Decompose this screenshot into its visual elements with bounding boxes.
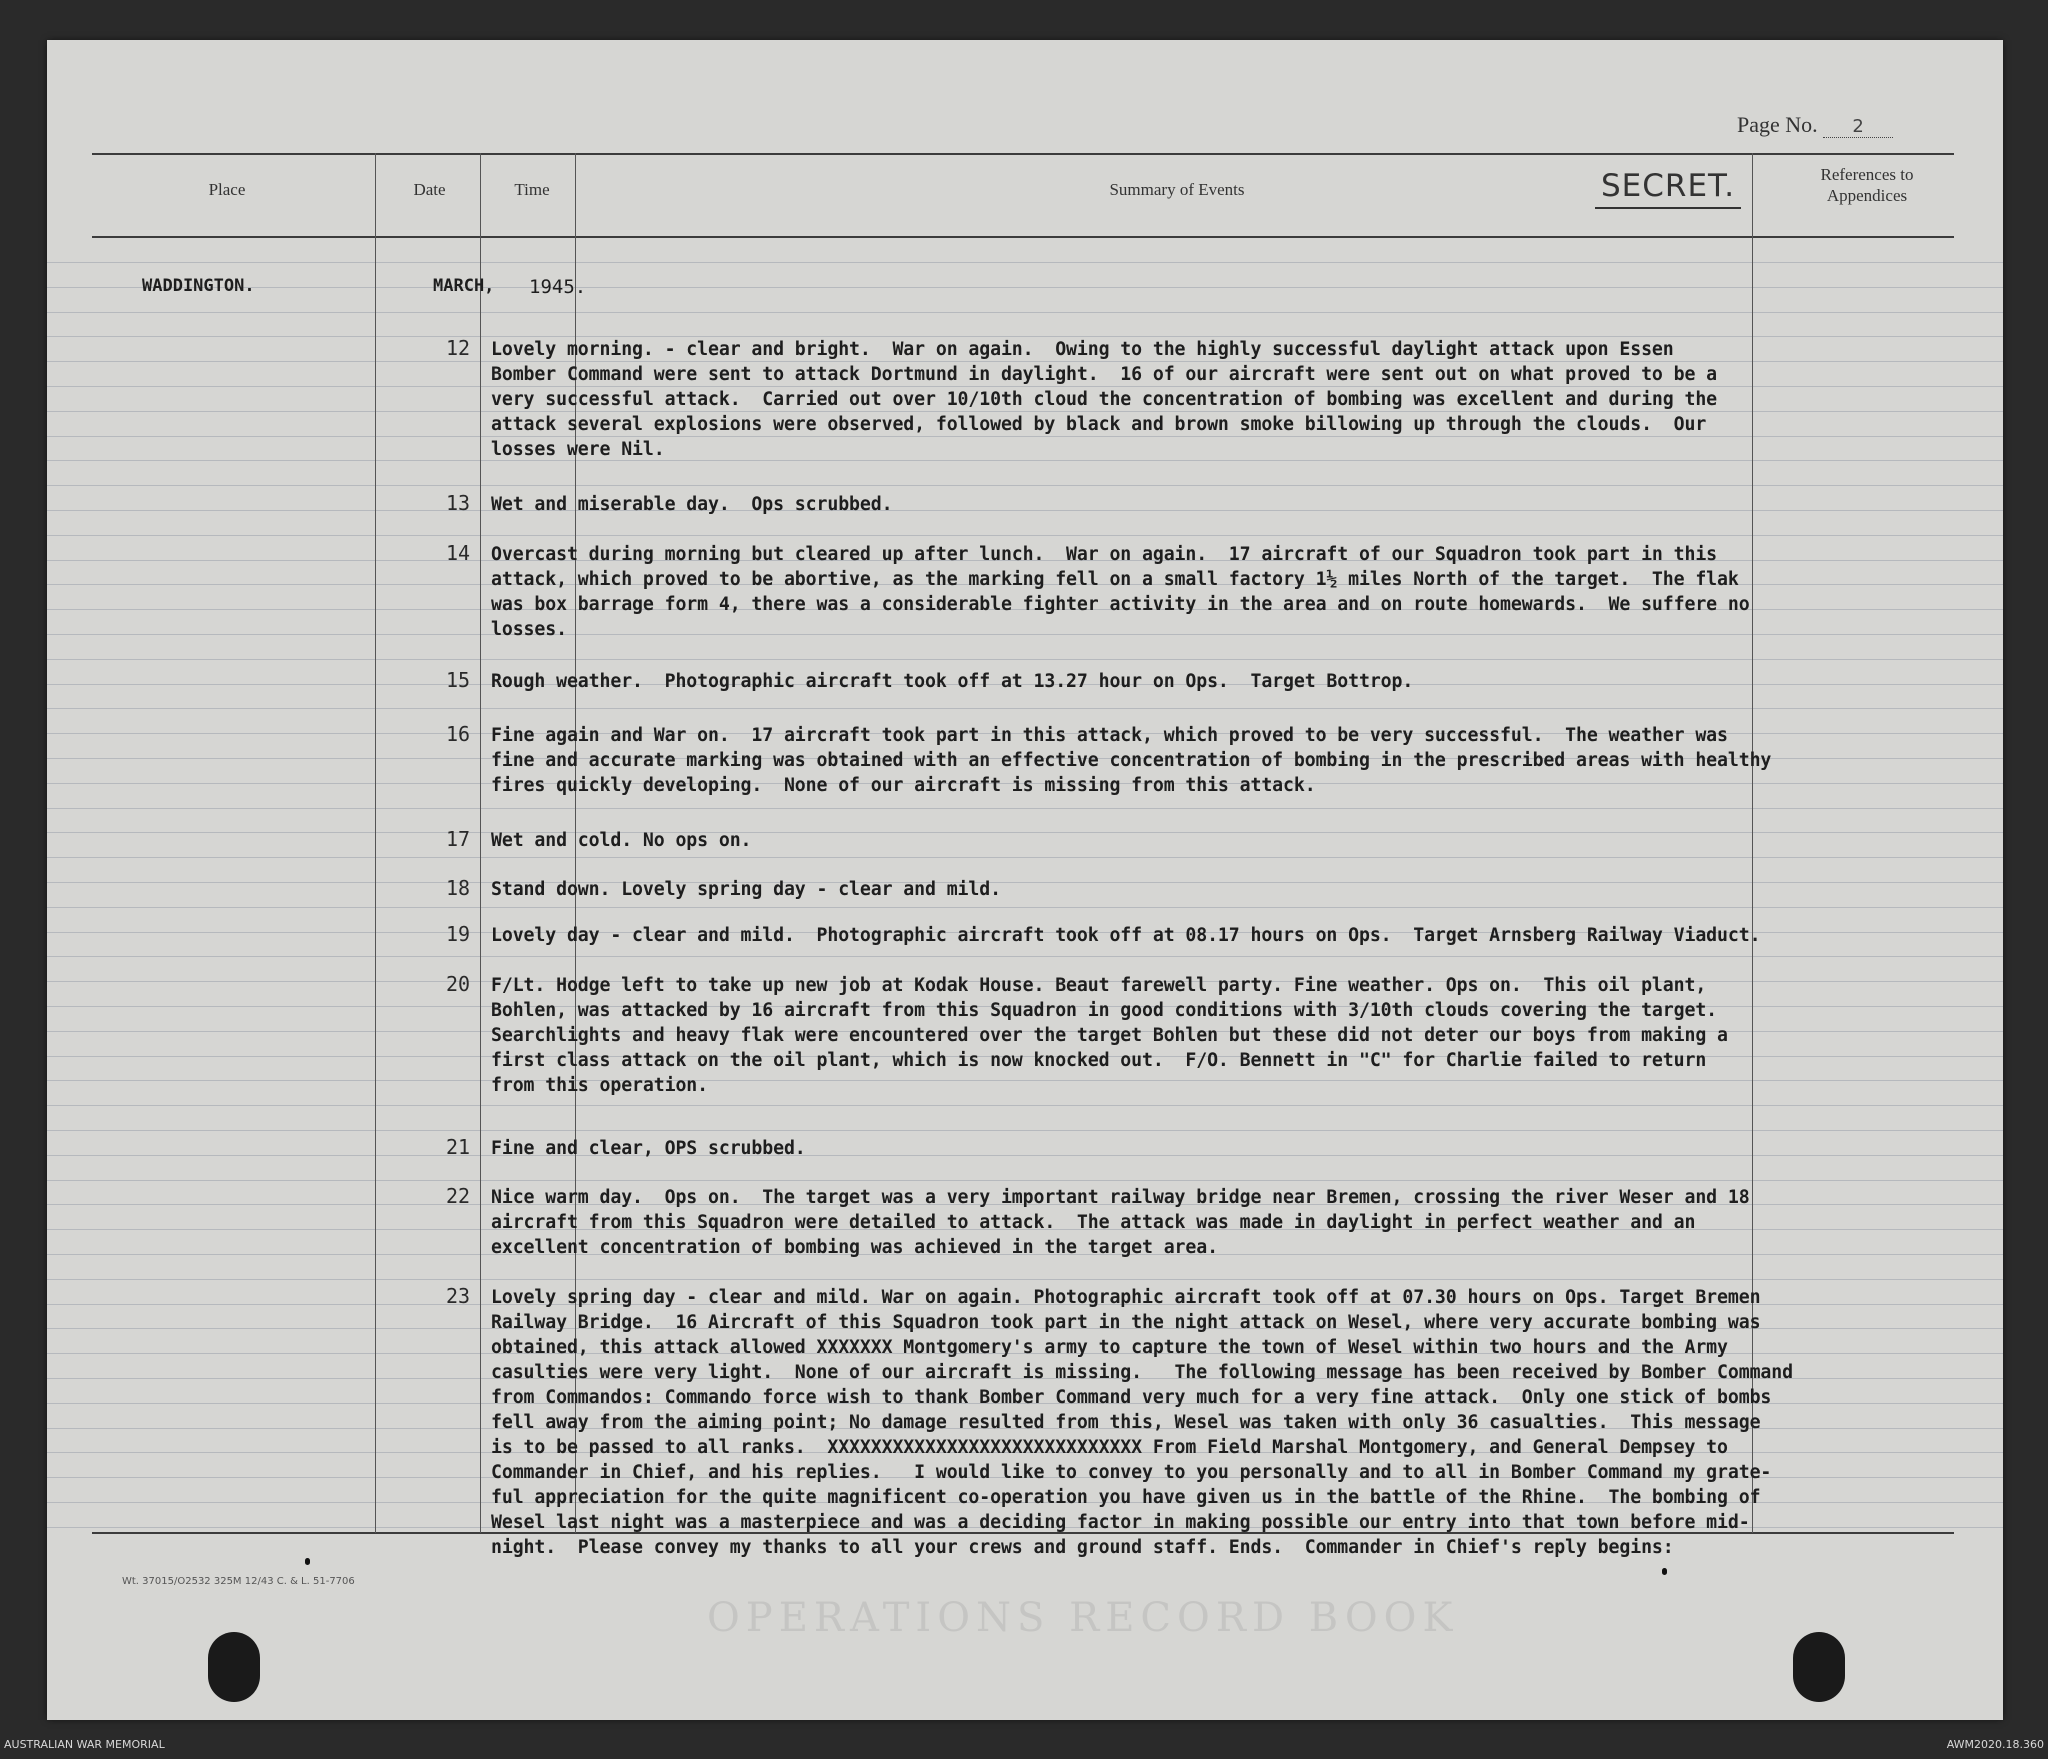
entry-date: 23: [445, 1284, 471, 1308]
entry-summary: Nice warm day. Ops on. The target was a very important railway bridge near Bremen, crossing the river Weser and 18 aircraft from this Squadron were detailed to attack. The attack was made in daylight in perfect weather and an excellent concentration of bombing was achieved in the target area.: [491, 1187, 1750, 1258]
ruled-line: [47, 808, 2003, 809]
entry-date: 17: [445, 827, 471, 851]
footer-credit: AUSTRALIAN WAR MEMORIAL: [4, 1738, 165, 1751]
paper-mark: [1662, 1568, 1667, 1575]
entry-date: 13: [445, 491, 471, 515]
ruled-line: [47, 262, 2003, 263]
paper-mark: [305, 1558, 310, 1565]
entry-date: 14: [445, 541, 471, 565]
entry-summary: Rough weather. Photographic aircraft took off at 13.27 hour on Ops. Target Bottrop.: [491, 671, 1414, 692]
reverse-side-bleed: OPERATIONS RECORD BOOK: [707, 1595, 1459, 1641]
entry-summary: Fine and clear, OPS scrubbed.: [491, 1138, 806, 1159]
entry-date: 15: [445, 668, 471, 692]
entry-summary: Lovely day - clear and mild. Photographic aircraft took off at 08.17 hours on Ops. Target Arnsberg Railway Viaduct.: [491, 925, 1761, 946]
ruled-line: [47, 1279, 2003, 1280]
ruled-line: [47, 312, 2003, 313]
column-divider-place: [375, 153, 376, 1533]
entry-summary: Fine again and War on. 17 aircraft took part in this attack, which proved to be very successful. The weather was fine and accurate marking was obtained with an effective concentration of bombing in the prescribed areas with healthy fires quickly developing. None of our aircraft is missing from this attack.: [491, 725, 1772, 796]
entry-date: 19: [445, 922, 471, 946]
secret-stamp: SECRET.: [1595, 168, 1741, 209]
footer-catalogue-number: AWM2020.18.360: [1946, 1738, 2044, 1751]
header-time: Time: [514, 180, 550, 199]
ruled-line: [47, 1180, 2003, 1181]
entry-date: 20: [445, 972, 471, 996]
entry-date: 16: [445, 722, 471, 746]
header-place: Place: [208, 180, 246, 199]
entry-summary: Wet and miserable day. Ops scrubbed.: [491, 494, 893, 515]
entry-date: 22: [445, 1184, 471, 1208]
ruled-line: [47, 287, 2003, 288]
binder-hole-left: [208, 1632, 260, 1702]
header-date: Date: [413, 180, 446, 199]
ruled-line: [47, 956, 2003, 957]
ruled-line: [47, 857, 2003, 858]
ruled-line: [47, 659, 2003, 660]
entry-summary: Lovely morning. - clear and bright. War on again. Owing to the highly successful daylight attack upon Essen Bomber Command were sent to attack Dortmund in daylight. 16 of our aircraft were sent out on what proved to be a very successful attack. Carried out over 10/10th cloud the concentration of bombing was excellent and during the attack several explosions were observed, followed by black and brown smoke billowing up through the clouds. Our losses were Nil.: [491, 339, 1718, 460]
place-value: WADDINGTON.: [142, 276, 255, 296]
table-top-rule: [92, 153, 1954, 155]
record-sheet: [47, 40, 2003, 1720]
ruled-line: [47, 708, 2003, 709]
print-reference: Wt. 37015/O2532 325M 12/43 C. & L. 51-7706: [122, 1576, 355, 1587]
entry-date: 18: [445, 876, 471, 900]
entry-summary: Overcast during morning but cleared up after lunch. War on again. 17 aircraft of our Squadron took part in this attack, which proved to be abortive, as the marking fell on a small factory 1½ miles North of the target. The flak was box barrage form 4, there was a considerable fighter activity in the area and on route homewards. We suffere no losses.: [491, 544, 1750, 640]
ruled-line: [47, 535, 2003, 536]
page-number-label: Page No.: [1737, 112, 1818, 137]
page-number: 2: [1823, 116, 1893, 138]
entry-summary: Wet and cold. No ops on.: [491, 830, 752, 851]
header-summary: Summary of Events: [1109, 180, 1245, 199]
ruled-line: [47, 1105, 2003, 1106]
ruled-line: [47, 907, 2003, 908]
entry-summary: Lovely spring day - clear and mild. War on again. Photographic aircraft took off at 07.30 hours on Ops. Target Bremen Railway Bridge. 16 Aircraft of this Squadron took part in the night attack on Wesel, where very accurate bombing was obtained, this attack allowed XXXXXXX Montgomery's army to capture the town of Wesel within two hours and the Army casulties were very light. None of our aircraft is missing. The following message has been received by Bomber Command from Commandos: Commando force wish to thank Bomber Command very much for a very fine attack. Only one stick of bombs fell away from the aiming point; No damage resulted from this, Wesel was taken with only 36 casualties. This message is to be passed to all ranks. XXXXXXXXXXXXXXXXXXXXXXXXXXXXX From Field Marshal Montgomery, and General Dempsey to Commander in Chief, and his replies. I would like to convey to you personally and to all in Bomber Command my grate- ful appreciation for the quite magnificent co-operation you have given us in the battle of the Rhine. The bombing of Wesel last night was a masterpiece and was a deciding factor in making possible our entry into that town before mid- night. Please convey my thanks to all your crews and ground staff. Ends. Commander in Chief's reply begins:: [491, 1287, 1793, 1558]
entry-summary: F/Lt. Hodge left to take up new job at Kodak House. Beaut farewell party. Fine weather. Ops on. This oil plant, Bohlen, was attacked by 16 aircraft from this Squadron in good conditions with 3/10th clouds covering the target. Searchlights and heavy flak were encountered over the target Bohlen but these did not deter our boys from making a first class attack on the oil plant, which is now knocked out. F/O. Bennett in "C" for Charlie failed to return from this operation.: [491, 975, 1728, 1096]
entry-date: 12: [445, 336, 471, 360]
ruled-line: [47, 485, 2003, 486]
header-references: References to Appendices: [1820, 165, 1914, 205]
entry-summary: Stand down. Lovely spring day - clear and mild.: [491, 879, 1001, 900]
binder-hole-right: [1793, 1632, 1845, 1702]
month-value: MARCH,: [433, 276, 495, 296]
header-bottom-rule: [92, 236, 1954, 238]
entry-date: 21: [445, 1135, 471, 1159]
ruled-line: [47, 1130, 2003, 1131]
page-number-field: [1737, 112, 1893, 138]
year-value: 1945.: [529, 276, 587, 298]
